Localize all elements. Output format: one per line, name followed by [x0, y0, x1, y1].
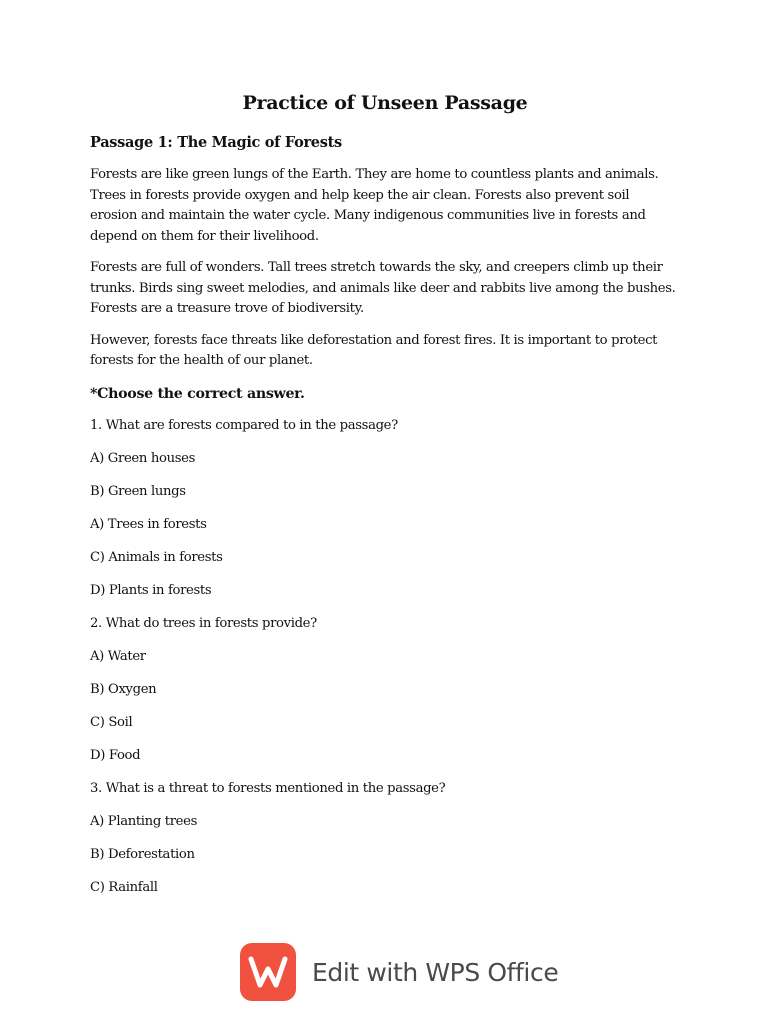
wps-edit-banner[interactable] — [240, 943, 558, 1001]
question-3-text: 3. What is a threat to forests mentioned in the passage? — [90, 780, 446, 796]
question-2-option: A) Water — [90, 648, 146, 664]
wps-w-logo-icon[interactable] — [240, 943, 296, 1001]
question-1-option: B) Green lungs — [90, 483, 186, 499]
passage-heading: Passage 1: The Magic of Forests — [90, 134, 342, 151]
question-block-3 — [90, 779, 680, 898]
question-3-option: A) Planting trees — [90, 813, 197, 829]
question-block-1 — [90, 416, 680, 601]
question-1-text: 1. What are forests compared to in the passage? — [90, 417, 398, 433]
passage-paragraph-3: However, forests face threats like deforestation and forest fires. It is important to protect forests for the health of our planet. — [90, 332, 658, 368]
question-block-2 — [90, 614, 680, 766]
question-2-option: C) Soil — [90, 714, 133, 730]
question-1-option: C) Animals in forests — [90, 549, 223, 565]
question-3-option: C) Rainfall — [90, 879, 158, 895]
question-2-text: 2. What do trees in forests provide? — [90, 615, 317, 631]
question-3-option: B) Deforestation — [90, 846, 195, 862]
document-title: Practice of Unseen Passage — [242, 92, 528, 114]
instruction-text: *Choose the correct answer. — [90, 385, 305, 402]
question-1-option: A) Trees in forests — [90, 516, 207, 532]
question-1-option: A) Green houses — [90, 450, 196, 466]
passage-paragraph-2: Forests are full of wonders. Tall trees stretch towards the sky, and creepers climb up their trunks. Birds sing sweet melodies, and animals like deer and rabbits live among the bushes. Forests are a treasure trove of biodiversity. — [90, 260, 676, 316]
passage-paragraph-1: Forests are like green lungs of the Earth. They are home to countless plants and animals. Trees in forests provide oxygen and help keep the air clean. Forests also prevent soil erosion and maintain the water cycle. Many indigenous communities live in forests and depend on them for their livelihood. — [90, 167, 659, 244]
document-page — [90, 92, 680, 911]
question-2-option: B) Oxygen — [90, 681, 157, 697]
question-2-option: D) Food — [90, 747, 141, 763]
wps-w-glyph-icon — [248, 955, 288, 989]
question-1-option: D) Plants in forests — [90, 582, 212, 598]
wps-edit-text[interactable]: Edit with WPS Office — [312, 957, 559, 987]
